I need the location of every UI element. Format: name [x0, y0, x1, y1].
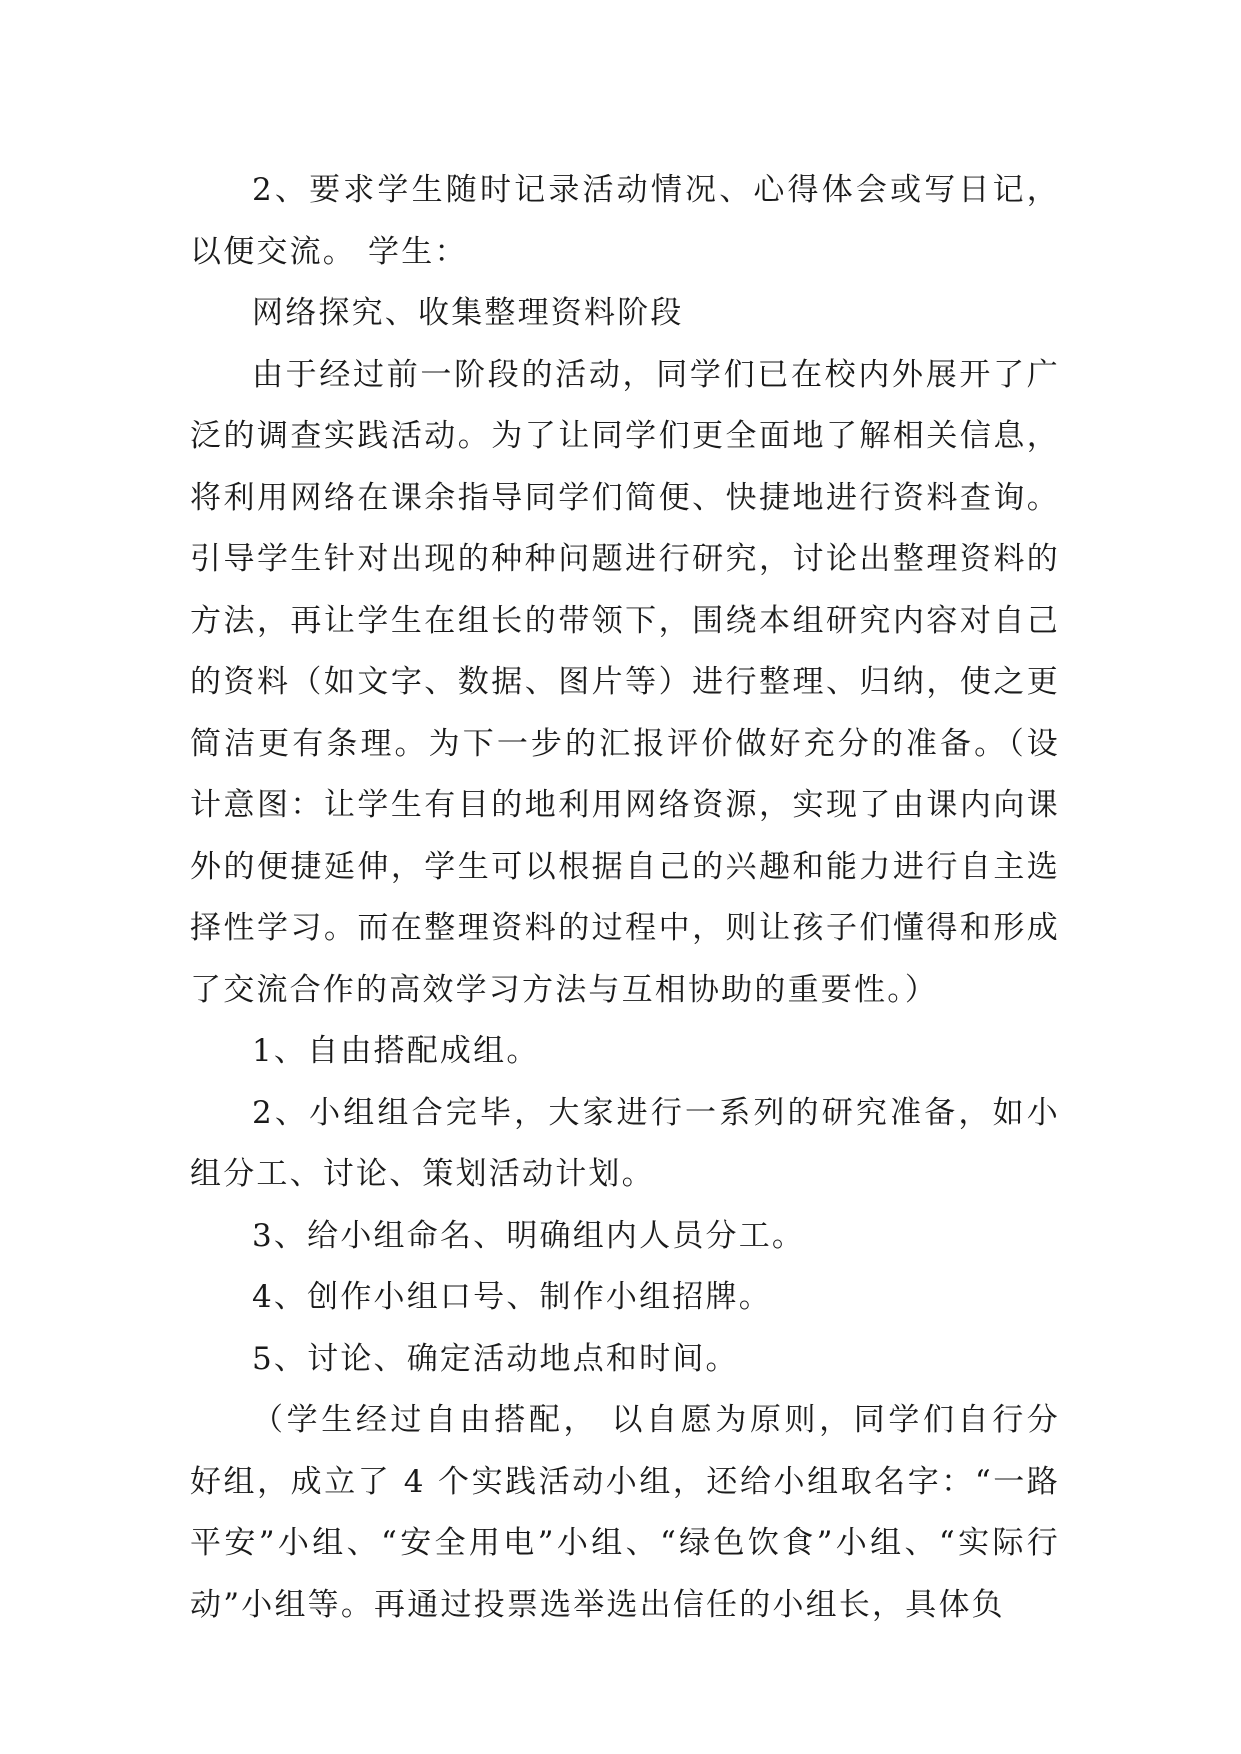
- list-item-3: 3、给小组命名、明确组内人员分工。: [252, 1217, 806, 1254]
- list-item-2: 2、小组组合完毕，大家进行一系列的研究准备，如小组分工、讨论、策划活动计划。: [190, 1094, 1060, 1192]
- paragraph-group-formation: （学生经过自由搭配， 以自愿为原则，同学们自行分好组，成立了 4 个实践活动小组，还给小组取名字：“一路平安”小组、“安全用电”小组、“绿色饮食”小组、“实际行动”小组等。再通过投票选举选出信任的小组长，具体负: [190, 1402, 1060, 1623]
- paragraph-stage-description: 由于经过前一阶段的活动，同学们已在校内外展开了广泛的调查实践活动。为了让同学们更全面地了解相关信息，将利用网络在课余指导同学们简便、快捷地进行资料查询。引导学生针对出现的种种问题进行研究，讨论出整理资料的方法，再让学生在组长的带领下，围绕本组研究内容对自己的资料（如文字、数据、图片等）进行整理、归纳，使之更简洁更有条理。为下一步的汇报评价做好充分的准备。（设计意图：让学生有目的地利用网络资源，实现了由课内向课外的便捷延伸，学生可以根据自己的兴趣和能力进行自主选择性学习。而在整理资料的过程中，则让孩子们懂得和形成了交流合作的高效学习方法与互相协助的重要性。）: [190, 356, 1060, 1008]
- list-item-5: 5、讨论、确定活动地点和时间。: [252, 1340, 739, 1377]
- list-item-1: 1、自由搭配成组。: [252, 1033, 540, 1069]
- list-item-4: 4、创作小组口号、制作小组招牌。: [252, 1279, 772, 1315]
- paragraph-stage-heading: 网络探究、收集整理资料阶段: [252, 295, 684, 331]
- document-body: [190, 160, 1060, 1636]
- paragraph-record-requirement: 2、要求学生随时记录活动情况、心得体会或写日记，以便交流。 学生：: [190, 172, 1060, 270]
